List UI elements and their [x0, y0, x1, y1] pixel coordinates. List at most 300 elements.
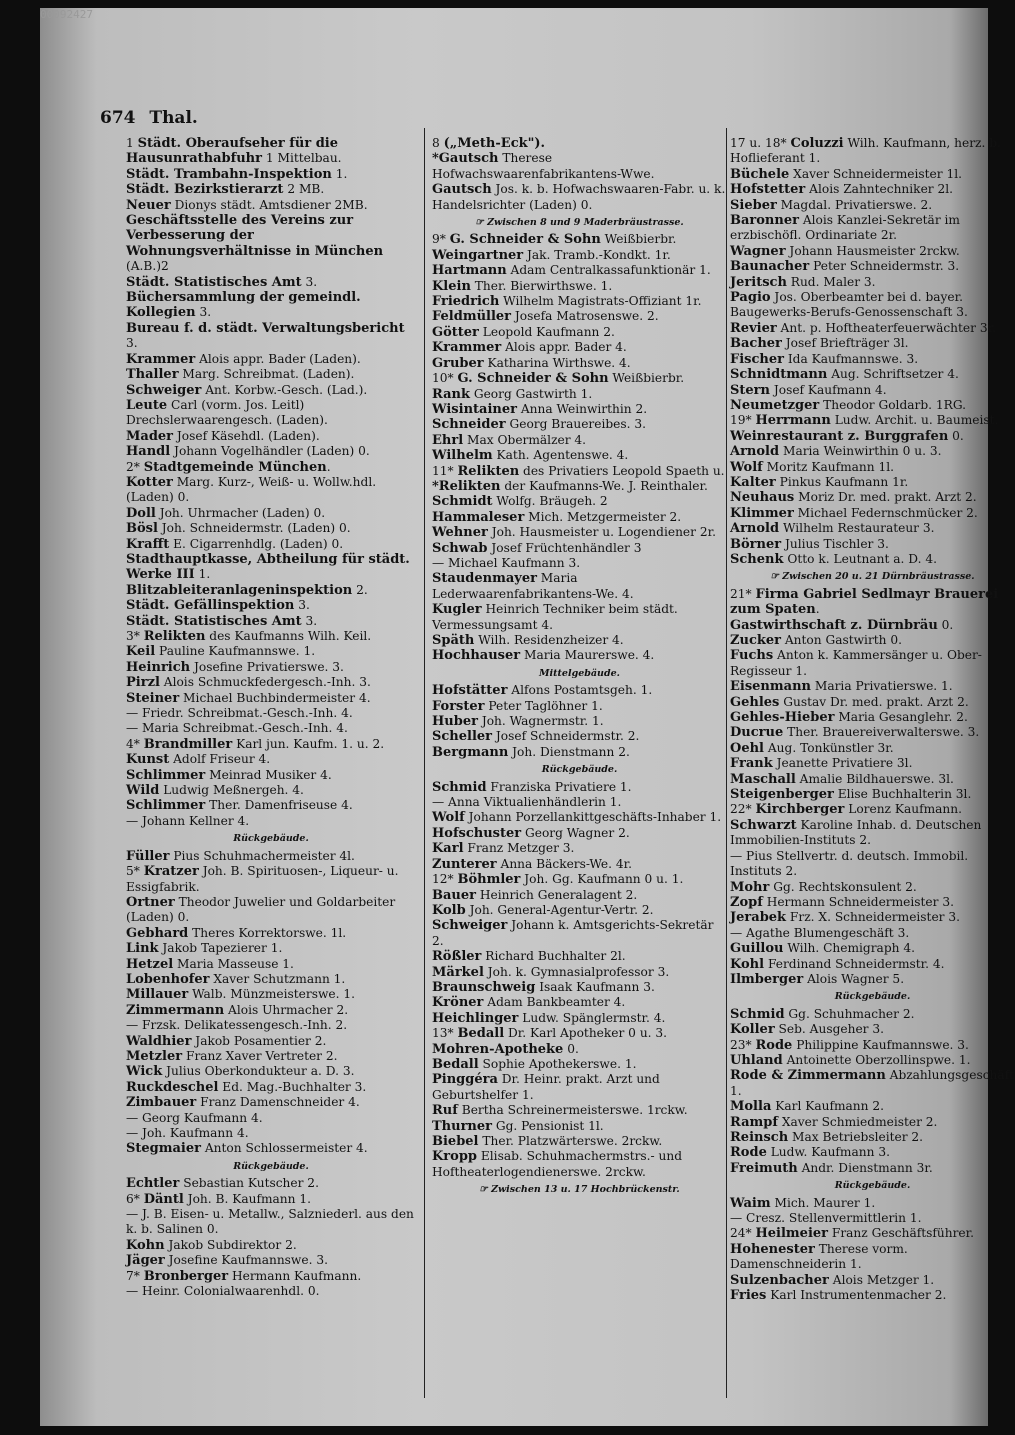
- directory-entry: [730, 618, 1015, 633]
- entry-details: Amalie Bildhauerswe. 3l.: [795, 771, 954, 786]
- entry-details: Ther. Damenfriseuse 4.: [205, 798, 353, 813]
- entry-name: Stern: [730, 382, 770, 398]
- entry-details: Maria Masseuse 1.: [173, 956, 294, 971]
- entry-name: Gastwirthschaft z. Dürnbräu: [730, 617, 938, 633]
- directory-entry: [126, 506, 416, 521]
- entry-name: Huber: [432, 714, 478, 730]
- directory-entry: [126, 926, 416, 941]
- directory-entry: [126, 367, 416, 382]
- entry-name: Mader: [126, 428, 174, 444]
- directory-entry: [126, 849, 416, 864]
- directory-entry: [126, 1049, 416, 1064]
- entry-details: Weißbierbr.: [608, 371, 685, 386]
- entry-details: Frz. X. Schneidermeister 3.: [786, 910, 960, 925]
- entry-name: Leute: [126, 397, 168, 413]
- entry-details: Andr. Dienstmann 3r.: [797, 1160, 933, 1175]
- directory-entry: [126, 941, 416, 956]
- entry-name: Ortner: [126, 894, 175, 910]
- directory-entry: [730, 182, 1015, 197]
- house-number: 6*: [126, 1191, 144, 1206]
- entry-name: Rank: [432, 386, 470, 402]
- entry-details: Xaver Schmiedmeister 2.: [777, 1114, 938, 1129]
- entry-details: Maria Weinwirthin 0 u. 3.: [779, 444, 942, 459]
- entry-details: Seb. Ausgeher 3.: [774, 1022, 884, 1037]
- house-number: 22*: [730, 802, 756, 817]
- entry-details: Aug. Schriftsetzer 4.: [827, 367, 959, 382]
- directory-entry: [432, 1026, 727, 1041]
- directory-entry: [126, 598, 416, 613]
- directory-entry: [432, 602, 727, 633]
- entry-details: Anna Weinwirthin 2.: [516, 401, 648, 416]
- entry-name: Heinrich: [126, 659, 191, 675]
- entry-name: Städt. Statistisches Amt: [126, 274, 302, 290]
- column-divider: [424, 128, 425, 1398]
- directory-entry: [126, 1284, 416, 1299]
- entry-name: Schnidtmann: [730, 367, 828, 383]
- entry-details: Leopold Kaufmann 2.: [478, 324, 615, 339]
- directory-entry: [730, 1288, 1015, 1303]
- directory-entry: [432, 714, 727, 729]
- directory-entry: [432, 556, 727, 571]
- entry-name: Echtler: [126, 1176, 180, 1192]
- house-number: 23*: [730, 1037, 756, 1052]
- entry-name: Koller: [730, 1022, 775, 1038]
- directory-entry: [730, 490, 1015, 505]
- entry-name: *Relikten: [432, 478, 501, 494]
- directory-entry: [730, 741, 1015, 756]
- entry-name: Schweiger: [432, 918, 508, 934]
- directory-entry: [432, 1057, 727, 1072]
- entry-name: Link: [126, 941, 159, 957]
- directory-entry: [730, 910, 1015, 925]
- directory-entry: [730, 398, 1015, 413]
- entry-name: Märkel: [432, 964, 484, 980]
- entry-details: Jak. Tramb.-Kondkt. 1r.: [523, 247, 671, 262]
- directory-entry: [730, 972, 1015, 987]
- house-number: 8: [432, 136, 444, 150]
- entry-details: Gg. Pensionist 1l.: [492, 1118, 604, 1133]
- entry-details: Josef Schneidermstr. 2.: [492, 729, 640, 744]
- entry-name: Ruckdeschel: [126, 1079, 219, 1095]
- directory-entry: [432, 980, 727, 995]
- entry-name: Schmid: [432, 779, 487, 795]
- house-number: 17 u. 18*: [730, 136, 791, 150]
- directory-entry: [730, 1211, 1015, 1226]
- entry-name: Schweiger: [126, 382, 202, 398]
- entry-details: Joh. Schneidermstr. (Laden) 0.: [157, 521, 351, 536]
- entry-details: .: [326, 459, 331, 474]
- entry-name: Fischer: [730, 351, 784, 367]
- entry-name: („Meth-Eck").: [443, 136, 546, 151]
- directory-entry: [432, 402, 727, 417]
- directory-entry: [432, 648, 727, 663]
- entry-details: Johann Porzellankittgeschäfts-Inhaber 1.: [464, 810, 722, 825]
- entry-name: Wehner: [432, 525, 488, 541]
- entry-details: Magdal. Privatierswe. 2.: [776, 197, 933, 212]
- entry-name: Städt. Statistisches Amt: [126, 613, 302, 629]
- entry-details: — Georg Kaufmann 4.: [126, 1110, 263, 1125]
- entry-details: Wilh. Residenzheizer 4.: [474, 633, 624, 647]
- entry-details: Franz Geschäftsführer.: [828, 1226, 974, 1241]
- entry-details: Josef Kaufmann 4.: [769, 382, 887, 397]
- entry-details: Wilhelm Restaurateur 3.: [779, 521, 935, 536]
- entry-details: Adam Centralkassafunktionär 1.: [506, 263, 711, 278]
- entry-details: Michael Federnschmücker 2.: [793, 505, 978, 520]
- house-number: 13*: [432, 1026, 458, 1041]
- entry-details: Antoinette Oberzollinspwe. 1.: [782, 1052, 971, 1067]
- entry-name: Bacher: [730, 336, 782, 352]
- entry-details: Kath. Agentenswe. 4.: [492, 448, 629, 463]
- section-label: Rückgebäude.: [834, 991, 911, 1003]
- entry-details: Elisab. Schuhmachermstrs.- und Hoftheaterlogendienerswe. 2rckw.: [432, 1149, 683, 1179]
- entry-name: Rode & Zimmermann: [730, 1068, 886, 1084]
- entry-details: Heinrich Generalagent 2.: [475, 887, 638, 902]
- entry-details: Xaver Schutzmann 1.: [209, 971, 346, 986]
- entry-details: — Johann Kellner 4.: [126, 813, 250, 828]
- house-number: 19*: [730, 413, 756, 428]
- entry-name: Bauer: [432, 887, 476, 903]
- entry-details: Sebastian Kutscher 2.: [179, 1176, 319, 1191]
- entry-name: Baronner: [730, 213, 799, 229]
- entry-details: Marg. Kurz-, Weiß- u. Wollw.hdl. (Laden) 0.: [126, 474, 377, 505]
- entry-details: Ludwig Meßnergeh. 4.: [159, 783, 304, 798]
- entry-details: .: [815, 602, 820, 617]
- entry-details: Rud. Maler 3.: [786, 274, 876, 289]
- directory-entry: [730, 1242, 1015, 1273]
- directory-entry: [432, 356, 727, 371]
- section-label: ☞ Zwischen 20 u. 21 Dürnbräustrasse.: [770, 571, 975, 583]
- entry-details: Alois appr. Bader 4.: [501, 340, 627, 355]
- directory-entry: [126, 783, 416, 798]
- directory-entry: [730, 213, 1015, 244]
- directory-entry: [432, 232, 727, 247]
- entry-name: Zopf: [730, 894, 763, 910]
- directory-entry: [126, 972, 416, 987]
- entry-details: Gustav Dr. med. prakt. Arzt 2.: [779, 694, 969, 709]
- entry-details: Heinrich Techniker beim städt. Vermessungsamt 4.: [432, 602, 678, 632]
- directory-entry: [730, 1115, 1015, 1130]
- entry-name: Wilhelm: [432, 448, 493, 464]
- entry-details: Weißbierbr.: [600, 232, 677, 247]
- entry-details: Karl Kaufmann 2.: [771, 1099, 884, 1114]
- directory-entry: [126, 537, 416, 552]
- page-number: 674: [100, 108, 136, 128]
- directory-entry: [730, 633, 1015, 648]
- entry-name: Hofstetter: [730, 182, 806, 198]
- entry-details: 2.: [352, 582, 368, 597]
- entry-name: Frank: [730, 756, 773, 772]
- entry-name: Städt. Trambahn-Inspektion: [126, 166, 332, 182]
- directory-entry: [730, 1022, 1015, 1037]
- entry-name: Ehrl: [432, 432, 464, 448]
- directory-entry: [126, 198, 416, 213]
- directory-entry: [432, 294, 727, 309]
- directory-entry: [730, 383, 1015, 398]
- entry-details: Pinkus Kaufmann 1r.: [775, 474, 909, 489]
- entry-name: Relikten: [143, 629, 206, 644]
- entry-details: des Privatiers Leopold Spaeth u.: [519, 463, 725, 478]
- street-name: Thal.: [149, 108, 198, 128]
- entry-name: Pirzl: [126, 675, 160, 691]
- entry-name: Hochhauser: [432, 648, 521, 664]
- section-label: Rückgebäude.: [233, 833, 309, 845]
- entry-name: Kohl: [730, 956, 765, 972]
- entry-details: 3.: [301, 613, 318, 628]
- directory-entry: [730, 1196, 1015, 1211]
- section-label: Rückgebäude.: [834, 1180, 911, 1192]
- entry-details: Ferdinand Schneidermstr. 4.: [764, 956, 945, 971]
- entry-name: *Gautsch: [432, 151, 499, 167]
- entry-name: Bronberger: [143, 1268, 229, 1284]
- entry-name: Hohenester: [730, 1241, 815, 1257]
- directory-entry: [126, 167, 416, 182]
- entry-name: Wagner: [730, 243, 786, 259]
- entry-name: Maschall: [730, 771, 796, 787]
- entry-name: Hetzel: [126, 956, 174, 972]
- directory-entry: [730, 244, 1015, 259]
- directory-entry: [730, 895, 1015, 910]
- entry-details: Peter Taglöhner 1.: [484, 698, 603, 713]
- entry-name: Geschäftsstelle des Vereins zur Verbesserung der Wohnungsverhältnisse in München: [126, 213, 384, 259]
- entry-name: Kotter: [126, 474, 173, 490]
- directory-entry: [432, 433, 727, 448]
- house-number: 24*: [730, 1226, 756, 1241]
- entry-details: Ed. Mag.-Buchhalter 3.: [218, 1079, 367, 1094]
- directory-entry: [730, 1007, 1015, 1022]
- directory-entry: [730, 552, 1015, 567]
- entry-details: 3.: [195, 305, 212, 320]
- directory-entry: [730, 849, 1015, 880]
- directory-entry: [432, 1134, 727, 1149]
- directory-entry: [730, 1130, 1015, 1145]
- directory-entry: [730, 926, 1015, 941]
- entry-details: Otto k. Leutnant a. D. 4.: [783, 551, 938, 566]
- directory-entry: [126, 1080, 416, 1095]
- directory-entry: [730, 818, 1015, 849]
- entry-details: Georg Gastwirth 1.: [469, 386, 593, 401]
- directory-entry: [126, 706, 416, 721]
- entry-details: Hermann Kaufmann.: [228, 1268, 362, 1283]
- entry-name: Böhmler: [457, 872, 521, 888]
- entry-name: Götter: [432, 324, 479, 340]
- directory-entry: [126, 1034, 416, 1049]
- directory-entry: [126, 1238, 416, 1253]
- entry-details: Alois appr. Bader (Laden).: [195, 351, 361, 366]
- entry-details: Franz Metzger 3.: [463, 841, 575, 856]
- directory-entry: [432, 1042, 727, 1057]
- directory-entry: [432, 464, 727, 479]
- directory-entry: [730, 1099, 1015, 1114]
- entry-details: Moriz Dr. med. prakt. Arzt 2.: [794, 490, 977, 505]
- entry-details: Anton Schlossermeister 4.: [201, 1141, 368, 1156]
- directory-entry: [730, 1273, 1015, 1288]
- directory-entry: [432, 525, 727, 540]
- directory-entry: [730, 506, 1015, 521]
- entry-name: Uhland: [730, 1052, 783, 1068]
- directory-entry: [730, 321, 1015, 336]
- entry-details: Anna Bäckers-We. 4r.: [496, 856, 632, 871]
- entry-name: Gehles: [730, 694, 780, 710]
- entry-details: — Anna Viktualienhändlerin 1.: [432, 795, 622, 810]
- house-number: 12*: [432, 872, 458, 887]
- entry-details: Jos. Oberbeamter bei d. bayer. Baugewerks-Berufs-Genossenschaft 3.: [730, 290, 968, 320]
- entry-details: Johann k. Amtsgerichts-Sekretär 2.: [432, 918, 714, 948]
- entry-name: Stegmaier: [126, 1141, 201, 1157]
- entry-name: Krafft: [126, 536, 170, 552]
- entry-details: Theodor Juwelier und Goldarbeiter (Laden) 0.: [126, 894, 396, 925]
- directory-entry: [432, 995, 727, 1010]
- entry-details: Josef Briefträger 3l.: [781, 336, 909, 351]
- directory-entry: [126, 213, 416, 275]
- directory-entry: [730, 1161, 1015, 1176]
- entry-details: Ant. p. Hoftheaterfeuerwächter 3r.: [776, 320, 996, 335]
- entry-details: Josef Früchtenhändler 3: [487, 540, 642, 555]
- entry-details: — Agathe Blumengeschäft 3.: [730, 925, 910, 940]
- entry-details: Johann Vogelhändler (Laden) 0.: [170, 444, 370, 459]
- directory-entry: [126, 1018, 416, 1033]
- directory-entry: [432, 279, 727, 294]
- directory-entry: [432, 494, 727, 509]
- directory-entry: [126, 1111, 416, 1126]
- entry-name: Zimmermann: [126, 1002, 225, 1018]
- directory-entry: [126, 721, 416, 736]
- entry-name: Metzler: [126, 1048, 183, 1064]
- entry-name: Rode: [730, 1145, 767, 1161]
- entry-details: Franz Xaver Vertreter 2.: [182, 1048, 338, 1063]
- directory-entry: [432, 965, 727, 980]
- directory-entry: [730, 136, 1015, 167]
- entry-name: Städt. Gefällinspektion: [126, 598, 295, 614]
- entry-name: Sieber: [730, 197, 777, 213]
- directory-entry: [126, 1253, 416, 1268]
- directory-entry: [126, 275, 416, 290]
- directory-entry: [730, 429, 1015, 444]
- directory-entry: [126, 752, 416, 767]
- directory-entry: [730, 679, 1015, 694]
- entry-details: Maria Maurerswe. 4.: [520, 648, 655, 663]
- entry-name: Wild: [126, 783, 160, 799]
- entry-name: Handl: [126, 444, 171, 460]
- entry-name: Wolf: [432, 810, 465, 826]
- directory-entry: [126, 957, 416, 972]
- entry-details: — Michael Kaufmann 3.: [432, 555, 581, 570]
- entry-name: Mohren-Apotheke: [432, 1041, 564, 1057]
- entry-details: Josefine Kaufmannswe. 3.: [164, 1253, 328, 1268]
- directory-entry: [730, 710, 1015, 725]
- directory-entry: [432, 1149, 727, 1180]
- entry-details: Maria Gesanglehr. 2.: [834, 710, 968, 725]
- directory-entry: [730, 198, 1015, 213]
- entry-name: Bedall: [457, 1026, 505, 1042]
- entry-name: Heilmeier: [755, 1226, 828, 1242]
- house-number: 11*: [432, 463, 458, 478]
- section-label: Rückgebäude.: [541, 764, 618, 776]
- directory-entry: [730, 413, 1015, 428]
- directory-entry: [432, 448, 727, 463]
- entry-details: Ludw. Spänglermstr. 4.: [518, 1010, 666, 1025]
- entry-details: 0.: [937, 617, 954, 632]
- entry-details: Johann Hausmeister 2rckw.: [785, 243, 960, 258]
- entry-name: Späth: [432, 633, 475, 648]
- directory-entry: [730, 802, 1015, 817]
- entry-name: Schlimmer: [126, 767, 206, 783]
- directory-entry: [432, 918, 727, 949]
- entry-name: Revier: [730, 320, 777, 336]
- entry-details: Maria Privatierswe. 1.: [810, 679, 953, 694]
- directory-entry: [126, 475, 416, 506]
- directory-page: [40, 8, 1015, 1426]
- entry-name: Schwarzt: [730, 817, 797, 833]
- entry-details: Aug. Tonkünstler 3r.: [764, 740, 894, 755]
- entry-details: — Pius Stellvertr. d. deutsch. Immobil. Instituts 2.: [730, 848, 969, 879]
- house-number: 21*: [730, 586, 756, 601]
- directory-entry: [126, 987, 416, 1002]
- directory-entry: [126, 136, 416, 167]
- entry-name: Neuhaus: [730, 490, 795, 506]
- directory-entry: [432, 903, 727, 918]
- entry-details: Sophie Apothekerswe. 1.: [478, 1056, 637, 1071]
- directory-entry: [432, 1072, 727, 1103]
- entry-details: Ludw. Kaufmann 3.: [766, 1145, 890, 1160]
- directory-entry: [432, 182, 727, 213]
- entry-details: Joh. Dienstmann 2.: [508, 744, 630, 759]
- directory-entry: [126, 814, 416, 829]
- directory-entry: [730, 941, 1015, 956]
- entry-name: Klein: [432, 278, 471, 294]
- entry-name: Kirchberger: [755, 802, 845, 818]
- directory-entry: [126, 182, 416, 197]
- entry-details: Wilhelm Magistrats-Offiziant 1r.: [499, 294, 702, 309]
- house-number: 10*: [432, 371, 458, 386]
- directory-entry: [432, 1011, 727, 1026]
- directory-entry: [432, 949, 727, 964]
- directory-entry: [126, 1207, 416, 1238]
- entry-details: Ida Kaufmannswe. 3.: [783, 351, 919, 366]
- directory-entry: [126, 352, 416, 367]
- entry-details: Adam Bankbeamter 4.: [483, 995, 626, 1010]
- directory-entry: [730, 259, 1015, 274]
- entry-name: Stadtgemeinde München: [143, 459, 327, 475]
- directory-entry: [432, 325, 727, 340]
- entry-details: Marg. Schreibmat. (Laden).: [178, 367, 355, 382]
- entry-name: Weingartner: [432, 247, 524, 263]
- directory-entry: [126, 583, 416, 598]
- directory-entry: [730, 695, 1015, 710]
- entry-details: Michael Buchbindermeister 4.: [179, 690, 371, 705]
- entry-name: Stadthauptkasse, Abtheilung für städt. Werke III: [126, 551, 410, 583]
- entry-details: Alois Zahntechniker 2l.: [805, 182, 954, 197]
- directory-entry: [730, 167, 1015, 182]
- entry-details: Alois Schmuckfedergesch.-Inh. 3.: [159, 675, 371, 690]
- entry-details: (A.B.)2: [126, 259, 169, 274]
- entry-name: Hammaleser: [432, 509, 525, 525]
- entry-name: Lobenhofer: [126, 971, 210, 987]
- entry-details: Gg. Rechtskonsulent 2.: [769, 879, 917, 894]
- entry-name: Steigenberger: [730, 787, 834, 803]
- entry-name: Bergmann: [432, 744, 509, 760]
- entry-name: Weinrestaurant z. Burggrafen: [730, 428, 949, 444]
- directory-entry: [126, 429, 416, 444]
- entry-name: Thaller: [126, 367, 179, 383]
- entry-details: des Kaufmanns Wilh. Keil.: [205, 629, 372, 643]
- entry-name: Schmid: [730, 1006, 785, 1022]
- entry-details: Joh. B. Kaufmann 1.: [183, 1191, 311, 1206]
- directory-entry: [432, 248, 727, 263]
- entry-name: Jerabek: [730, 910, 787, 926]
- entry-details: — Friedr. Schreibmat.-Gesch.-Inh. 4.: [126, 706, 353, 721]
- directory-entry: [126, 660, 416, 675]
- entry-details: Adolf Friseur 4.: [169, 752, 271, 767]
